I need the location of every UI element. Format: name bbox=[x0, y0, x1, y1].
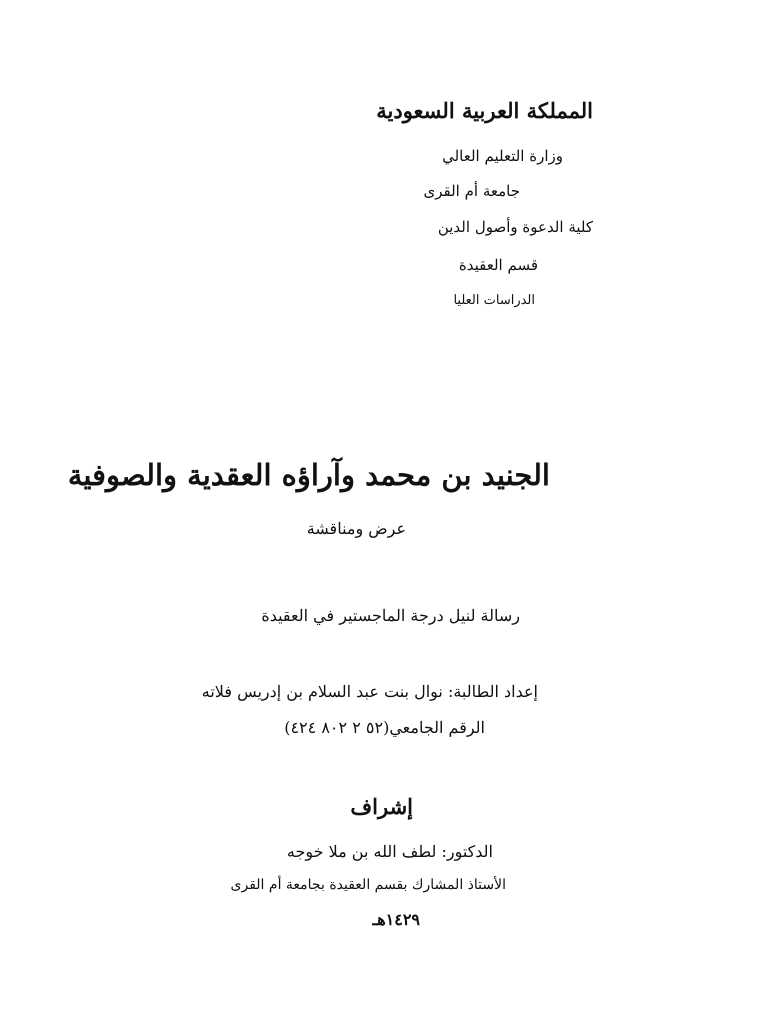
supervisor-title: الأستاذ المشارك بقسم العقيدة بجامعة أم القرى bbox=[230, 877, 506, 893]
department-line: قسم العقيدة bbox=[458, 256, 538, 274]
thesis-title: الجنيد بن محمد وآراؤه العقدية والصوفية bbox=[67, 458, 550, 492]
hijri-date: ١٤٢٩هـ bbox=[372, 910, 420, 929]
supervision-heading: إشراف bbox=[350, 794, 413, 819]
author-line: إعداد الطالبة: نوال بنت عبد السلام بن إدريس فلاته bbox=[201, 682, 538, 701]
graduate-studies-line: الدراسات العليا bbox=[453, 293, 535, 308]
college-line: كلية الدعوة وأصول الدين bbox=[437, 218, 593, 236]
country-heading: المملكة العربية السعودية bbox=[376, 98, 593, 123]
degree-line: رسالة لنيل درجة الماجستير في العقيدة bbox=[261, 606, 520, 625]
thesis-subtitle: عرض ومناقشة bbox=[306, 519, 406, 538]
ministry-line: وزارة التعليم العالي bbox=[442, 147, 563, 165]
university-line: جامعة أم القرى bbox=[423, 182, 520, 200]
university-id-line: الرقم الجامعي(٥٢ ٢ ٨٠٢ ٤٢٤) bbox=[284, 718, 485, 737]
supervisor-name: الدكتور: لطف الله بن ملا خوجه bbox=[286, 842, 493, 861]
